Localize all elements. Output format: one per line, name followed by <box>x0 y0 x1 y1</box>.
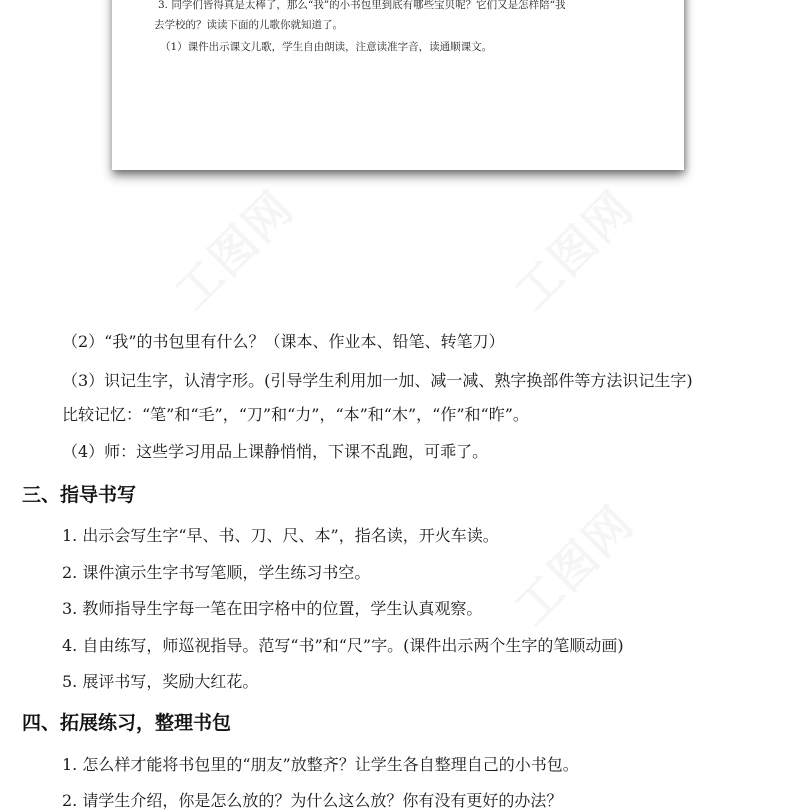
embedded-page-image <box>112 0 684 170</box>
watermark: 工图网 <box>164 180 305 321</box>
section-heading: 三、指导书写 <box>22 484 137 506</box>
embedded-line-3: （1）课件出示课文儿歌，学生自由朗读，注意读准字音，读通顺课文。 <box>160 41 493 53</box>
list-item: （2）“我”的书包里有什么？（课本、作业本、铅笔、转笔刀） <box>62 332 505 351</box>
embedded-line-1: 3. 同学们皆得真是太棒了，那么“我”的小书包里到底有哪些宝贝呢？它们又是怎样陪“我 <box>158 0 566 11</box>
list-item: 3. 教师指导生字每一笔在田字格中的位置，学生认真观察。 <box>62 599 483 618</box>
watermark: 工图网 <box>504 495 645 636</box>
list-item: 1. 出示会写生字“早、书、刀、尺、本”，指名读，开火车读。 <box>62 526 499 545</box>
list-item: （4）师：这些学习用品上课静悄悄，下课不乱跑，可乖了。 <box>62 442 489 461</box>
list-item: 2. 请学生介绍，你是怎么放的？为什么这么放？你有没有更好的办法？ <box>62 791 563 810</box>
watermark: 工图网 <box>504 180 645 321</box>
list-item: 5. 展评书写，奖励大红花。 <box>62 672 259 691</box>
embedded-line-2: 去学校的？读读下面的儿歌你就知道了。 <box>154 19 343 31</box>
list-item: 2. 课件演示生字书写笔顺，学生练习书空。 <box>62 563 371 582</box>
list-item: 比较记忆：“笔”和“毛”，“刀”和“力”，“本”和“木”，“作”和“昨”。 <box>62 405 529 424</box>
list-item: 4. 自由练写，师巡视指导。范写“书”和“尺”字。(课件出示两个生字的笔顺动画) <box>62 636 624 655</box>
list-item: 1. 怎么样才能将书包里的“朋友”放整齐？让学生各自整理自己的小书包。 <box>62 755 579 774</box>
section-heading: 四、拓展练习，整理书包 <box>22 712 232 734</box>
list-item: （3）识记生字，认清字形。(引导学生利用加一加、减一减、熟字换部件等方法识记生字) <box>62 371 693 390</box>
